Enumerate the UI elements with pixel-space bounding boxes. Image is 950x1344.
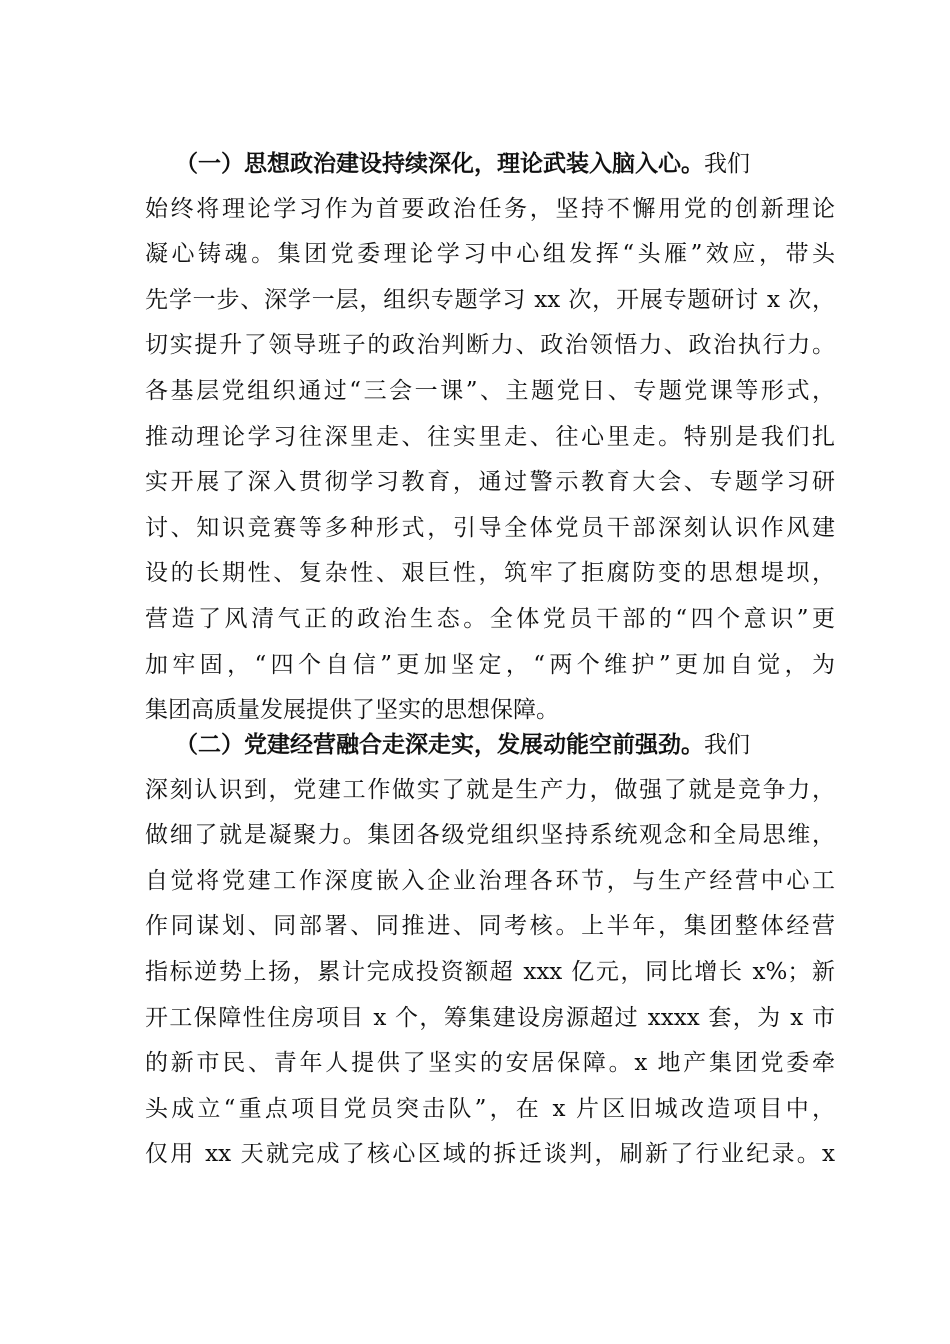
text-line: 讨、知识竞赛等多种形式，引导全体党员干部深刻认识作风建	[145, 514, 835, 541]
text-line: 凝心铸魂。集团党委理论学习中心组发挥“头雁”效应，带头	[145, 241, 835, 268]
text-line: 头成立“重点项目党员突击队”，在 x 片区旧城改造项目中，	[145, 1095, 835, 1122]
text-line: 仅用 xx 天就完成了核心区域的拆迁谈判，刷新了行业纪录。x	[145, 1141, 835, 1168]
text-line: 集团高质量发展提供了坚实的思想保障。	[145, 697, 559, 724]
paragraph-first-line	[145, 722, 835, 768]
section-heading: （一）思想政治建设持续深化，理论武装入脑入心。	[175, 150, 704, 177]
text-line: 开工保障性住房项目 x 个，筹集建设房源超过 xxxx 套，为 x 市	[145, 1004, 835, 1031]
text-line: 做细了就是凝聚力。集团各级党组织坚持系统观念和全局思维，	[145, 822, 835, 849]
text-line: 作同谋划、同部署、同推进、同考核。上半年，集团整体经营	[145, 913, 835, 940]
paragraph-ideological-political	[145, 141, 835, 734]
text-line: 先学一步、深学一层，组织专题学习 xx 次，开展专题研讨 x 次，	[145, 286, 835, 313]
text-line: 我们	[704, 151, 750, 177]
section-heading: （二）党建经营融合走深走实，发展动能空前强劲。	[175, 731, 704, 758]
text-line: 切实提升了领导班子的政治判断力、政治领悟力、政治执行力。	[145, 332, 835, 359]
text-line: 我们	[704, 732, 750, 758]
text-line: 指标逆势上扬，累计完成投资额超 xxx 亿元，同比增长 x%；新	[145, 958, 835, 985]
text-line: 设的长期性、复杂性、艰巨性，筑牢了拒腐防变的思想堤坝，	[145, 560, 835, 587]
paragraph-party-building-business	[145, 722, 835, 1178]
text-line: 各基层党组织通过“三会一课”、主题党日、专题党课等形式，	[145, 377, 835, 404]
text-line: 始终将理论学习作为首要政治任务，坚持不懈用党的创新理论	[145, 195, 835, 222]
text-line: 的新市民、青年人提供了坚实的安居保障。x 地产集团党委牵	[145, 1050, 835, 1077]
text-line: 营造了风清气正的政治生态。全体党员干部的“四个意识”更	[145, 605, 835, 632]
text-line: 深刻认识到，党建工作做实了就是生产力，做强了就是竞争力，	[145, 776, 835, 803]
text-line: 加牢固，“四个自信”更加坚定，“两个维护”更加自觉，为	[145, 651, 835, 678]
text-line: 自觉将党建工作深度嵌入企业治理各环节，与生产经营中心工	[145, 867, 835, 894]
paragraph-first-line	[145, 141, 835, 187]
text-line: 实开展了深入贯彻学习教育，通过警示教育大会、专题学习研	[145, 469, 835, 496]
text-line: 推动理论学习往深里走、往实里走、往心里走。特别是我们扎	[145, 423, 835, 450]
